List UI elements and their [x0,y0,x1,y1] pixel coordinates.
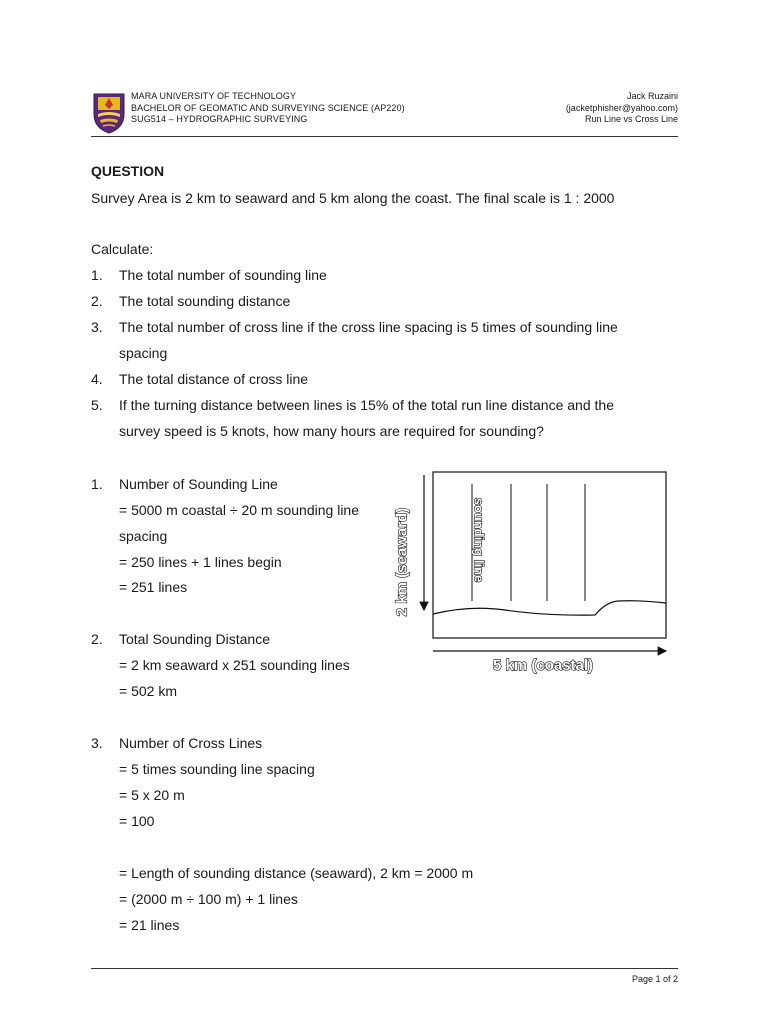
question-title: QUESTION [91,163,165,179]
seaward-label: 2 km (seaward) [393,507,411,617]
list-item-text: The total sounding distance [119,293,291,309]
page-number: Page 1 of 2 [631,974,678,984]
list-item-number: 3. [91,319,103,335]
coastline [433,601,666,615]
answer-number: 3. [91,735,103,751]
list-item-text: The total distance of cross line [119,371,309,387]
answer-line: = 5 x 20 m [119,787,185,803]
footer-divider [91,968,678,969]
course-name: SUG514 – HYDROGRAPHIC SURVEYING [131,114,308,125]
answer-line: = 250 lines + 1 lines begin [119,554,282,570]
question-statement: Survey Area is 2 km to seaward and 5 km along the coast. The final scale is 1 : 2000 [91,190,615,206]
answer-title: Number of Sounding Line [119,476,278,492]
university-name: MARA UNIVERSITY OF TECHNOLOGY [131,91,297,101]
list-item-number: 5. [91,397,103,413]
coastal-label: 5 km (coastal) [493,657,594,674]
answer-number: 2. [91,631,103,647]
answer-line: = 5 times sounding line spacing [119,761,315,777]
survey-area-diagram [380,465,680,685]
list-item-continuation: spacing [119,345,168,361]
list-item-number: 4. [91,371,103,387]
answer-title: Total Sounding Distance [119,631,270,647]
list-item-text: The total number of sounding line [119,267,327,283]
answer-line: = Length of sounding distance (seaward), 2 km = 2000 m [119,865,474,881]
answer-title: Number of Cross Lines [119,735,263,751]
answer-line: = 5000 m coastal ÷ 20 m sounding line [119,502,359,518]
calculate-label: Calculate: [91,241,154,257]
survey-area-box [433,472,666,638]
university-logo [92,90,126,134]
author-name: Jack Ruzaini [626,91,678,101]
sounding-line-label: sounding line [471,497,487,583]
answer-line: = 502 km [119,683,177,699]
list-item-continuation: survey speed is 5 knots, how many hours are required for sounding? [119,423,544,439]
list-item-number: 2. [91,293,103,309]
answer-line: = 251 lines [119,579,188,595]
answer-line: = 21 lines [119,917,180,933]
answer-line: = 100 [119,813,155,829]
answer-line: = (2000 m ÷ 100 m) + 1 lines [119,891,298,907]
answer-line: spacing [119,528,168,544]
list-item-text: If the turning distance between lines is 15% of the total run line distance and the [119,397,614,413]
list-item-number: 1. [91,267,103,283]
program-name: BACHELOR OF GEOMATIC AND SURVEYING SCIENCE (AP220) [131,102,405,113]
answer-number: 1. [91,476,103,492]
answer-line: = 2 km seaward x 251 sounding lines [119,657,350,673]
list-item-text: The total number of cross line if the cross line spacing is 5 times of sounding line [119,319,618,335]
header-left [131,91,405,126]
header-divider [91,136,678,137]
document-topic: Run Line vs Cross Line [584,114,678,125]
author-email: (jacketphisher@yahoo.com) [565,102,678,113]
header-right [566,91,678,126]
